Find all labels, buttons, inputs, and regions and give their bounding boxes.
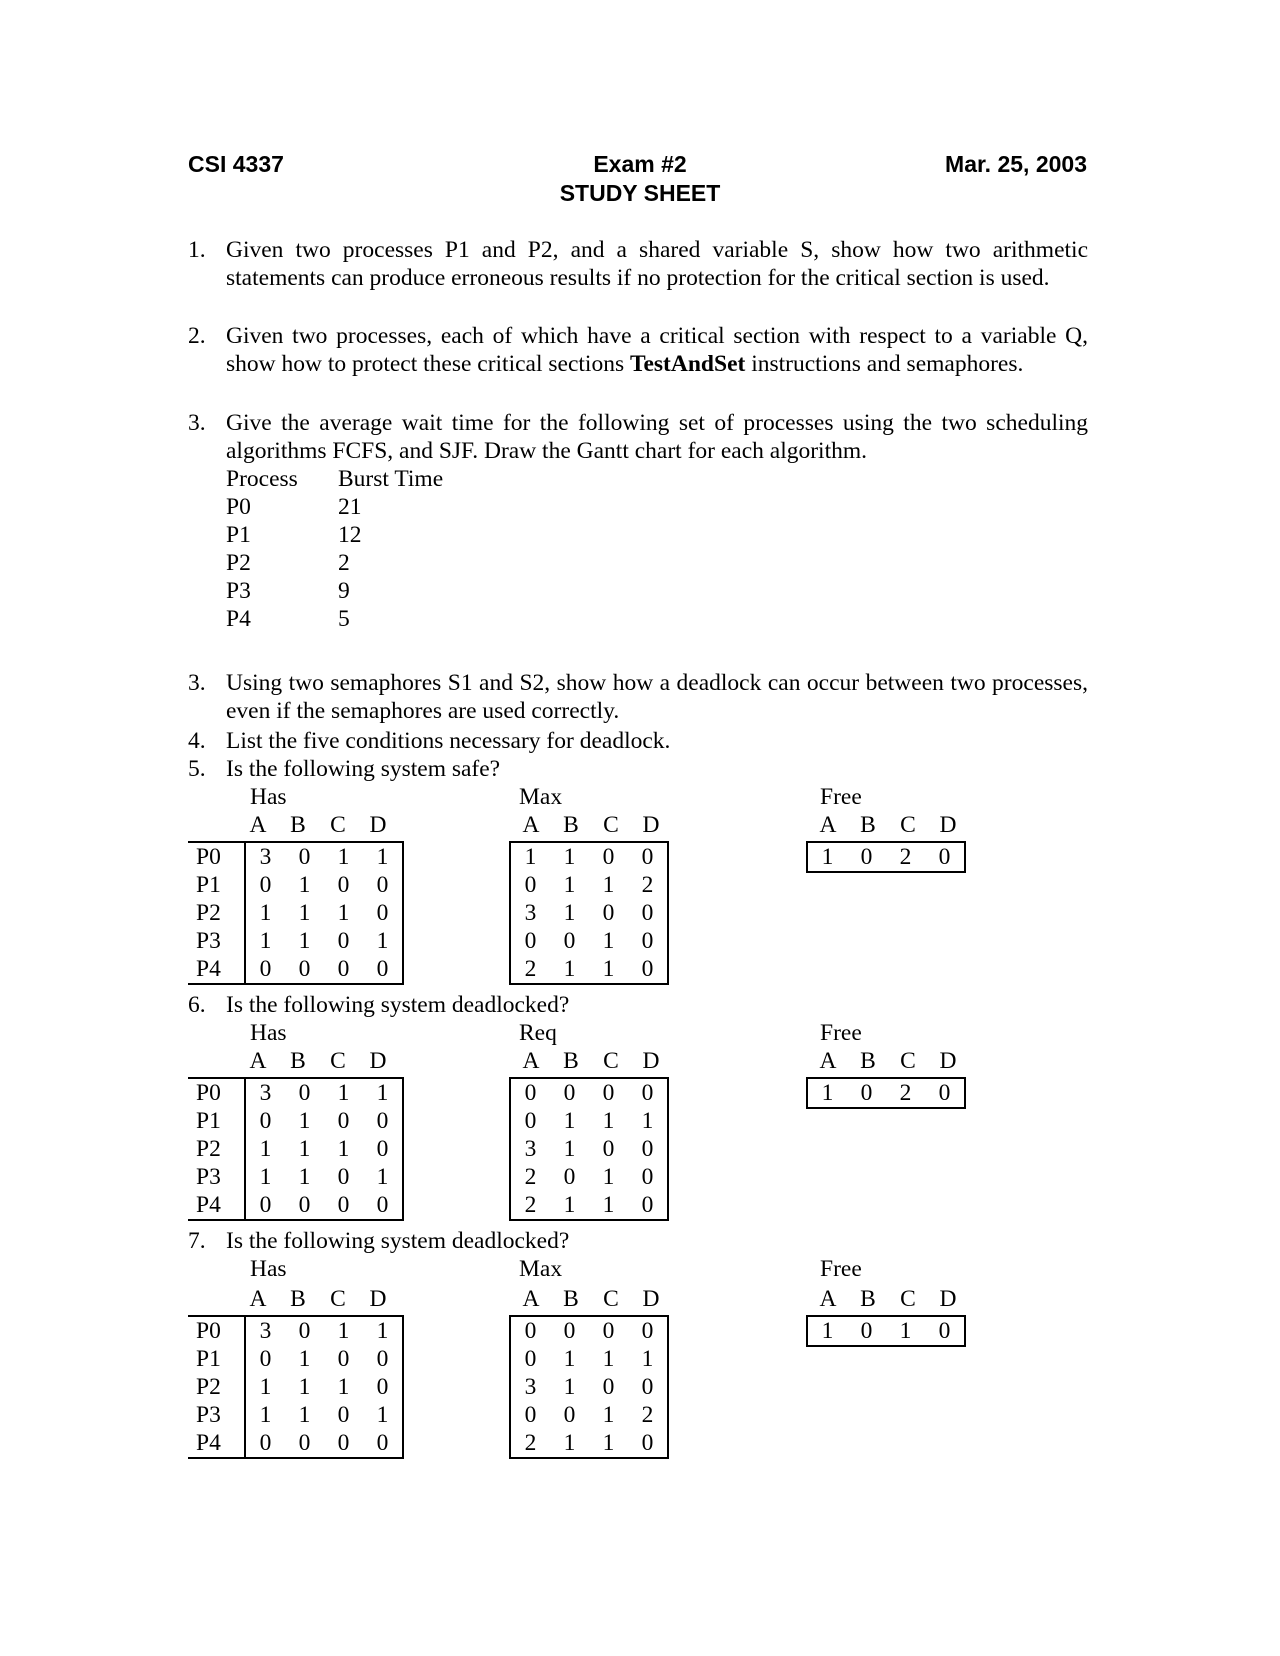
table-cell: 0	[860, 1080, 873, 1106]
table-cell: 0	[602, 844, 615, 870]
sheet-subtitle: STUDY SHEET	[559, 180, 721, 206]
question-text: Using two semaphores S1 and S2, show how a deadlock can occur between two processes, even if the semaphores are used correctly.	[226, 670, 1088, 724]
table-row	[188, 1373, 403, 1401]
table-cell: 0	[563, 1164, 576, 1190]
table-row	[510, 1107, 668, 1135]
question-text: Given two processes, each of which have a critical section with respect to a variable Q, show how to protect these critical sections TestAndSet instructions and semaphores.	[226, 323, 1088, 377]
column-header: B	[290, 812, 306, 838]
table-cell: 1	[602, 1192, 615, 1218]
column-header: B	[860, 1286, 876, 1312]
table-cell: 3	[524, 1136, 537, 1162]
question-number: 1.	[188, 237, 206, 263]
table-cell: 1	[337, 844, 350, 870]
table-cell: 1	[337, 1080, 350, 1106]
table-cell: P1	[188, 871, 245, 899]
question-text: Give the average wait time for the following set of processes using the two scheduling algorithms FCFS, and SJF. Draw the Gantt chart for each algorithm.	[226, 410, 1088, 464]
table-cell: 0	[259, 1108, 272, 1134]
table-cell: 0	[641, 900, 654, 926]
table-cell: 1	[376, 1318, 389, 1344]
question-4	[188, 727, 1088, 755]
column-header: D	[369, 812, 387, 838]
table-cell: P0	[188, 842, 245, 871]
burst-process: P2	[226, 550, 251, 576]
system-2	[0, 1019, 1280, 1229]
table-cell: 1	[337, 1374, 350, 1400]
table-cell: 3	[524, 1374, 537, 1400]
table-cell: 1	[602, 928, 615, 954]
max-table	[509, 1315, 669, 1459]
table-cell: 2	[524, 1430, 537, 1456]
question-number: 2.	[188, 323, 206, 349]
max-col-headers	[511, 1285, 671, 1313]
table-cell: P3	[188, 927, 245, 955]
table-cell: 1	[563, 872, 576, 898]
table-cell: 1	[298, 900, 311, 926]
table-row	[510, 1316, 668, 1345]
table-cell: 1	[376, 1402, 389, 1428]
table-cell: 1	[298, 872, 311, 898]
table-row	[510, 927, 668, 955]
column-header: B	[860, 812, 876, 838]
table-cell: 1	[563, 1136, 576, 1162]
table-cell: 0	[259, 1192, 272, 1218]
table-cell: P0	[188, 1078, 245, 1107]
has-col-headers	[238, 1047, 398, 1075]
burst-time: 2	[338, 550, 350, 576]
table-cell: 0	[376, 956, 389, 982]
column-header: D	[939, 812, 957, 838]
table-row	[188, 871, 403, 899]
table-cell: 1	[259, 900, 272, 926]
table-cell: 3	[259, 1318, 272, 1344]
table-cell: 1	[563, 1192, 576, 1218]
table-cell: 1	[602, 1164, 615, 1190]
table-row	[510, 1191, 668, 1220]
table-cell: 3	[524, 900, 537, 926]
table-cell: P1	[188, 1345, 245, 1373]
table-cell: 0	[337, 956, 350, 982]
table-row	[188, 1163, 403, 1191]
question-text: List the five conditions necessary for deadlock.	[226, 728, 671, 754]
burst-process: P0	[226, 494, 251, 520]
table-row	[510, 1345, 668, 1373]
has-label: Has	[250, 1020, 287, 1046]
free-col-headers	[808, 1285, 968, 1313]
table-row	[510, 955, 668, 984]
question-number: 3.	[188, 670, 206, 696]
column-header: D	[939, 1286, 957, 1312]
req-label: Req	[519, 1020, 557, 1046]
table-cell: 0	[298, 1080, 311, 1106]
column-header: C	[900, 812, 916, 838]
table-cell: 0	[337, 1402, 350, 1428]
column-header: D	[642, 1048, 660, 1074]
free-table	[806, 841, 966, 873]
table-row	[188, 899, 403, 927]
table-cell: 2	[641, 1402, 654, 1428]
table-cell: 1	[298, 1108, 311, 1134]
table-cell: 0	[259, 1430, 272, 1456]
req-table	[509, 1077, 669, 1221]
table-cell: 1	[298, 928, 311, 954]
column-header: C	[900, 1048, 916, 1074]
req-col-headers	[511, 1047, 671, 1075]
table-cell: P3	[188, 1401, 245, 1429]
table-cell: P0	[188, 1316, 245, 1345]
table-row	[510, 1135, 668, 1163]
question-number: 7.	[188, 1228, 206, 1254]
table-cell: 0	[524, 1108, 537, 1134]
column-header: C	[603, 1048, 619, 1074]
burst-header-time: Burst Time	[338, 466, 444, 492]
table-row	[188, 927, 403, 955]
table-cell: 0	[259, 872, 272, 898]
table-row	[510, 1163, 668, 1191]
table-cell: 2	[524, 1164, 537, 1190]
free-table	[806, 1315, 966, 1347]
table-cell: 0	[259, 956, 272, 982]
question-number: 4.	[188, 728, 206, 754]
table-cell: 2	[524, 956, 537, 982]
table-row	[188, 1191, 403, 1220]
table-row	[188, 1135, 403, 1163]
table-cell: 0	[602, 1136, 615, 1162]
column-header: C	[330, 812, 346, 838]
table-cell: 0	[602, 900, 615, 926]
table-cell: 0	[298, 1318, 311, 1344]
column-header: D	[369, 1286, 387, 1312]
burst-process: P4	[226, 606, 251, 632]
table-cell: 0	[524, 1402, 537, 1428]
column-header: A	[249, 812, 267, 838]
table-cell: 0	[641, 1080, 654, 1106]
table-cell: 1	[337, 1136, 350, 1162]
table-cell: 0	[563, 1402, 576, 1428]
table-cell: 1	[563, 1108, 576, 1134]
column-header: D	[642, 812, 660, 838]
table-row	[510, 899, 668, 927]
course-code: CSI 4337	[188, 151, 284, 177]
table-cell: 1	[259, 1136, 272, 1162]
table-cell: 0	[524, 928, 537, 954]
free-col-headers	[808, 811, 968, 839]
table-cell: 0	[563, 928, 576, 954]
column-header: B	[563, 1286, 579, 1312]
table-cell: 1	[641, 1108, 654, 1134]
table-cell: 1	[259, 1402, 272, 1428]
table-cell: 1	[563, 1430, 576, 1456]
table-cell: 0	[524, 872, 537, 898]
column-header: D	[939, 1048, 957, 1074]
question-5	[188, 755, 1088, 783]
column-header: A	[249, 1048, 267, 1074]
table-cell: 0	[641, 1136, 654, 1162]
table-cell: 1	[563, 1346, 576, 1372]
has-label: Has	[250, 1256, 287, 1282]
column-header: C	[330, 1286, 346, 1312]
max-label: Max	[519, 784, 563, 810]
table-cell: 1	[259, 1374, 272, 1400]
table-cell: 0	[259, 1346, 272, 1372]
table-cell: 0	[602, 1080, 615, 1106]
table-cell: 1	[376, 844, 389, 870]
column-header: A	[522, 812, 540, 838]
table-cell: 0	[602, 1318, 615, 1344]
table-cell: 1	[641, 1346, 654, 1372]
table-cell: 1	[899, 1318, 912, 1344]
column-header: B	[563, 812, 579, 838]
free-label: Free	[820, 784, 862, 810]
question-text: Is the following system deadlocked?	[226, 1228, 570, 1254]
table-cell: 3	[259, 1080, 272, 1106]
table-cell: 0	[602, 1374, 615, 1400]
table-cell: 0	[641, 1374, 654, 1400]
column-header: A	[819, 1048, 837, 1074]
table-cell: 1	[298, 1374, 311, 1400]
column-header: B	[860, 1048, 876, 1074]
table-cell: 0	[337, 1192, 350, 1218]
table-cell: 1	[259, 928, 272, 954]
table-cell: 1	[298, 1136, 311, 1162]
table-cell: 1	[298, 1346, 311, 1372]
burst-process: P1	[226, 522, 251, 548]
table-cell: 0	[376, 1136, 389, 1162]
table-cell: P2	[188, 1373, 245, 1401]
table-cell: 1	[602, 1430, 615, 1456]
column-header: D	[369, 1048, 387, 1074]
table-row	[188, 1078, 403, 1107]
exam-title: Exam #2	[593, 151, 687, 177]
table-cell: 1	[602, 1402, 615, 1428]
table-cell: 1	[821, 1080, 834, 1106]
table-cell: 0	[641, 928, 654, 954]
burst-time: 5	[338, 606, 350, 632]
table-cell: 1	[563, 1374, 576, 1400]
burst-time: 12	[338, 522, 362, 548]
table-row	[188, 1316, 403, 1345]
burst-header-process: Process	[226, 466, 298, 492]
table-cell: 1	[563, 844, 576, 870]
question-number: 6.	[188, 992, 206, 1018]
table-row	[510, 1373, 668, 1401]
table-cell: 1	[602, 1346, 615, 1372]
table-cell: P4	[188, 1429, 245, 1458]
table-cell: 0	[376, 872, 389, 898]
table-row	[188, 1345, 403, 1373]
table-cell: 0	[641, 956, 654, 982]
table-cell: 0	[337, 1430, 350, 1456]
table-cell: 0	[298, 1430, 311, 1456]
table-cell: 2	[524, 1192, 537, 1218]
question-7	[188, 1227, 1088, 1255]
table-cell: 0	[298, 844, 311, 870]
table-cell: 0	[337, 1108, 350, 1134]
has-label: Has	[250, 784, 287, 810]
question-text: Is the following system deadlocked?	[226, 992, 570, 1018]
table-cell: 0	[376, 1346, 389, 1372]
table-cell: 2	[641, 872, 654, 898]
free-table	[806, 1077, 966, 1109]
free-col-headers	[808, 1047, 968, 1075]
table-cell: 0	[641, 1164, 654, 1190]
system-3	[0, 1255, 1280, 1465]
table-row	[510, 871, 668, 899]
column-header: D	[642, 1286, 660, 1312]
table-cell: 0	[938, 1080, 951, 1106]
table-cell: 1	[337, 1318, 350, 1344]
table-cell: 1	[821, 844, 834, 870]
table-row	[188, 842, 403, 871]
max-label: Max	[519, 1256, 563, 1282]
table-cell: 0	[524, 1346, 537, 1372]
table-cell: 1	[298, 1164, 311, 1190]
table-cell: 1	[376, 1164, 389, 1190]
table-cell: 0	[524, 1318, 537, 1344]
question-3b	[188, 669, 1088, 725]
table-cell: 0	[337, 928, 350, 954]
column-header: C	[900, 1286, 916, 1312]
burst-time: 9	[338, 578, 350, 604]
table-cell: 1	[337, 900, 350, 926]
question-3	[188, 409, 1088, 465]
table-cell: 1	[298, 1402, 311, 1428]
max-col-headers	[511, 811, 671, 839]
question-number: 5.	[188, 756, 206, 782]
column-header: B	[563, 1048, 579, 1074]
table-cell: 1	[602, 872, 615, 898]
table-cell: 1	[376, 928, 389, 954]
table-row	[807, 1316, 965, 1346]
burst-time: 21	[338, 494, 362, 520]
table-row	[510, 1401, 668, 1429]
has-col-headers	[238, 811, 398, 839]
column-header: A	[819, 1286, 837, 1312]
column-header: A	[522, 1286, 540, 1312]
table-cell: 1	[259, 1164, 272, 1190]
table-cell: 0	[298, 1192, 311, 1218]
question-text: Is the following system safe?	[226, 756, 501, 782]
table-cell: 1	[821, 1318, 834, 1344]
table-cell: 0	[376, 1108, 389, 1134]
burst-process: P3	[226, 578, 251, 604]
column-header: A	[522, 1048, 540, 1074]
table-cell: 0	[860, 844, 873, 870]
has-table	[188, 841, 404, 985]
question-number: 3.	[188, 410, 206, 436]
column-header: C	[603, 1286, 619, 1312]
has-table	[188, 1077, 404, 1221]
table-cell: 0	[376, 1374, 389, 1400]
table-cell: 1	[524, 844, 537, 870]
table-cell: 0	[524, 1080, 537, 1106]
table-cell: 0	[337, 1164, 350, 1190]
table-row	[510, 842, 668, 871]
table-cell: 0	[938, 1318, 951, 1344]
table-cell: 0	[376, 1430, 389, 1456]
table-cell: 0	[938, 844, 951, 870]
table-cell: 0	[563, 1080, 576, 1106]
table-cell: P4	[188, 955, 245, 984]
table-cell: 2	[899, 1080, 912, 1106]
table-row	[188, 1107, 403, 1135]
table-cell: 0	[376, 1192, 389, 1218]
exam-date: Mar. 25, 2003	[945, 151, 1087, 177]
table-cell: 0	[641, 1430, 654, 1456]
table-cell: P4	[188, 1191, 245, 1220]
table-row	[188, 1401, 403, 1429]
table-cell: 0	[298, 956, 311, 982]
free-label: Free	[820, 1020, 862, 1046]
question-6	[188, 991, 1088, 1019]
table-cell: 1	[602, 1108, 615, 1134]
question-1	[188, 236, 1088, 292]
table-cell: 1	[563, 956, 576, 982]
table-cell: 0	[860, 1318, 873, 1344]
column-header: C	[603, 812, 619, 838]
free-label: Free	[820, 1256, 862, 1282]
table-row	[188, 1429, 403, 1458]
table-row	[807, 842, 965, 872]
table-cell: P2	[188, 899, 245, 927]
table-row	[188, 955, 403, 984]
table-cell: P2	[188, 1135, 245, 1163]
table-cell: 2	[899, 844, 912, 870]
table-cell: 0	[337, 1346, 350, 1372]
question-2	[188, 322, 1088, 378]
table-cell: P3	[188, 1163, 245, 1191]
table-cell: 0	[641, 1192, 654, 1218]
table-cell: 3	[259, 844, 272, 870]
table-cell: 1	[563, 900, 576, 926]
table-cell: P1	[188, 1107, 245, 1135]
column-header: A	[249, 1286, 267, 1312]
has-table	[188, 1315, 404, 1459]
table-row	[510, 1429, 668, 1458]
table-cell: 0	[641, 844, 654, 870]
column-header: C	[330, 1048, 346, 1074]
bold-term: TestAndSet	[629, 351, 746, 377]
column-header: A	[819, 812, 837, 838]
table-cell: 0	[641, 1318, 654, 1344]
column-header: B	[290, 1286, 306, 1312]
max-table	[509, 841, 669, 985]
table-cell: 0	[376, 900, 389, 926]
table-cell: 0	[563, 1318, 576, 1344]
table-cell: 0	[337, 872, 350, 898]
system-1	[0, 783, 1280, 993]
question-text: Given two processes P1 and P2, and a shared variable S, show how two arithmetic statements can produce erroneous results if no protection for the critical section is used.	[226, 237, 1088, 291]
column-header: B	[290, 1048, 306, 1074]
table-cell: 1	[376, 1080, 389, 1106]
has-col-headers	[238, 1285, 398, 1313]
table-row	[510, 1078, 668, 1107]
table-row	[807, 1078, 965, 1108]
table-cell: 1	[602, 956, 615, 982]
